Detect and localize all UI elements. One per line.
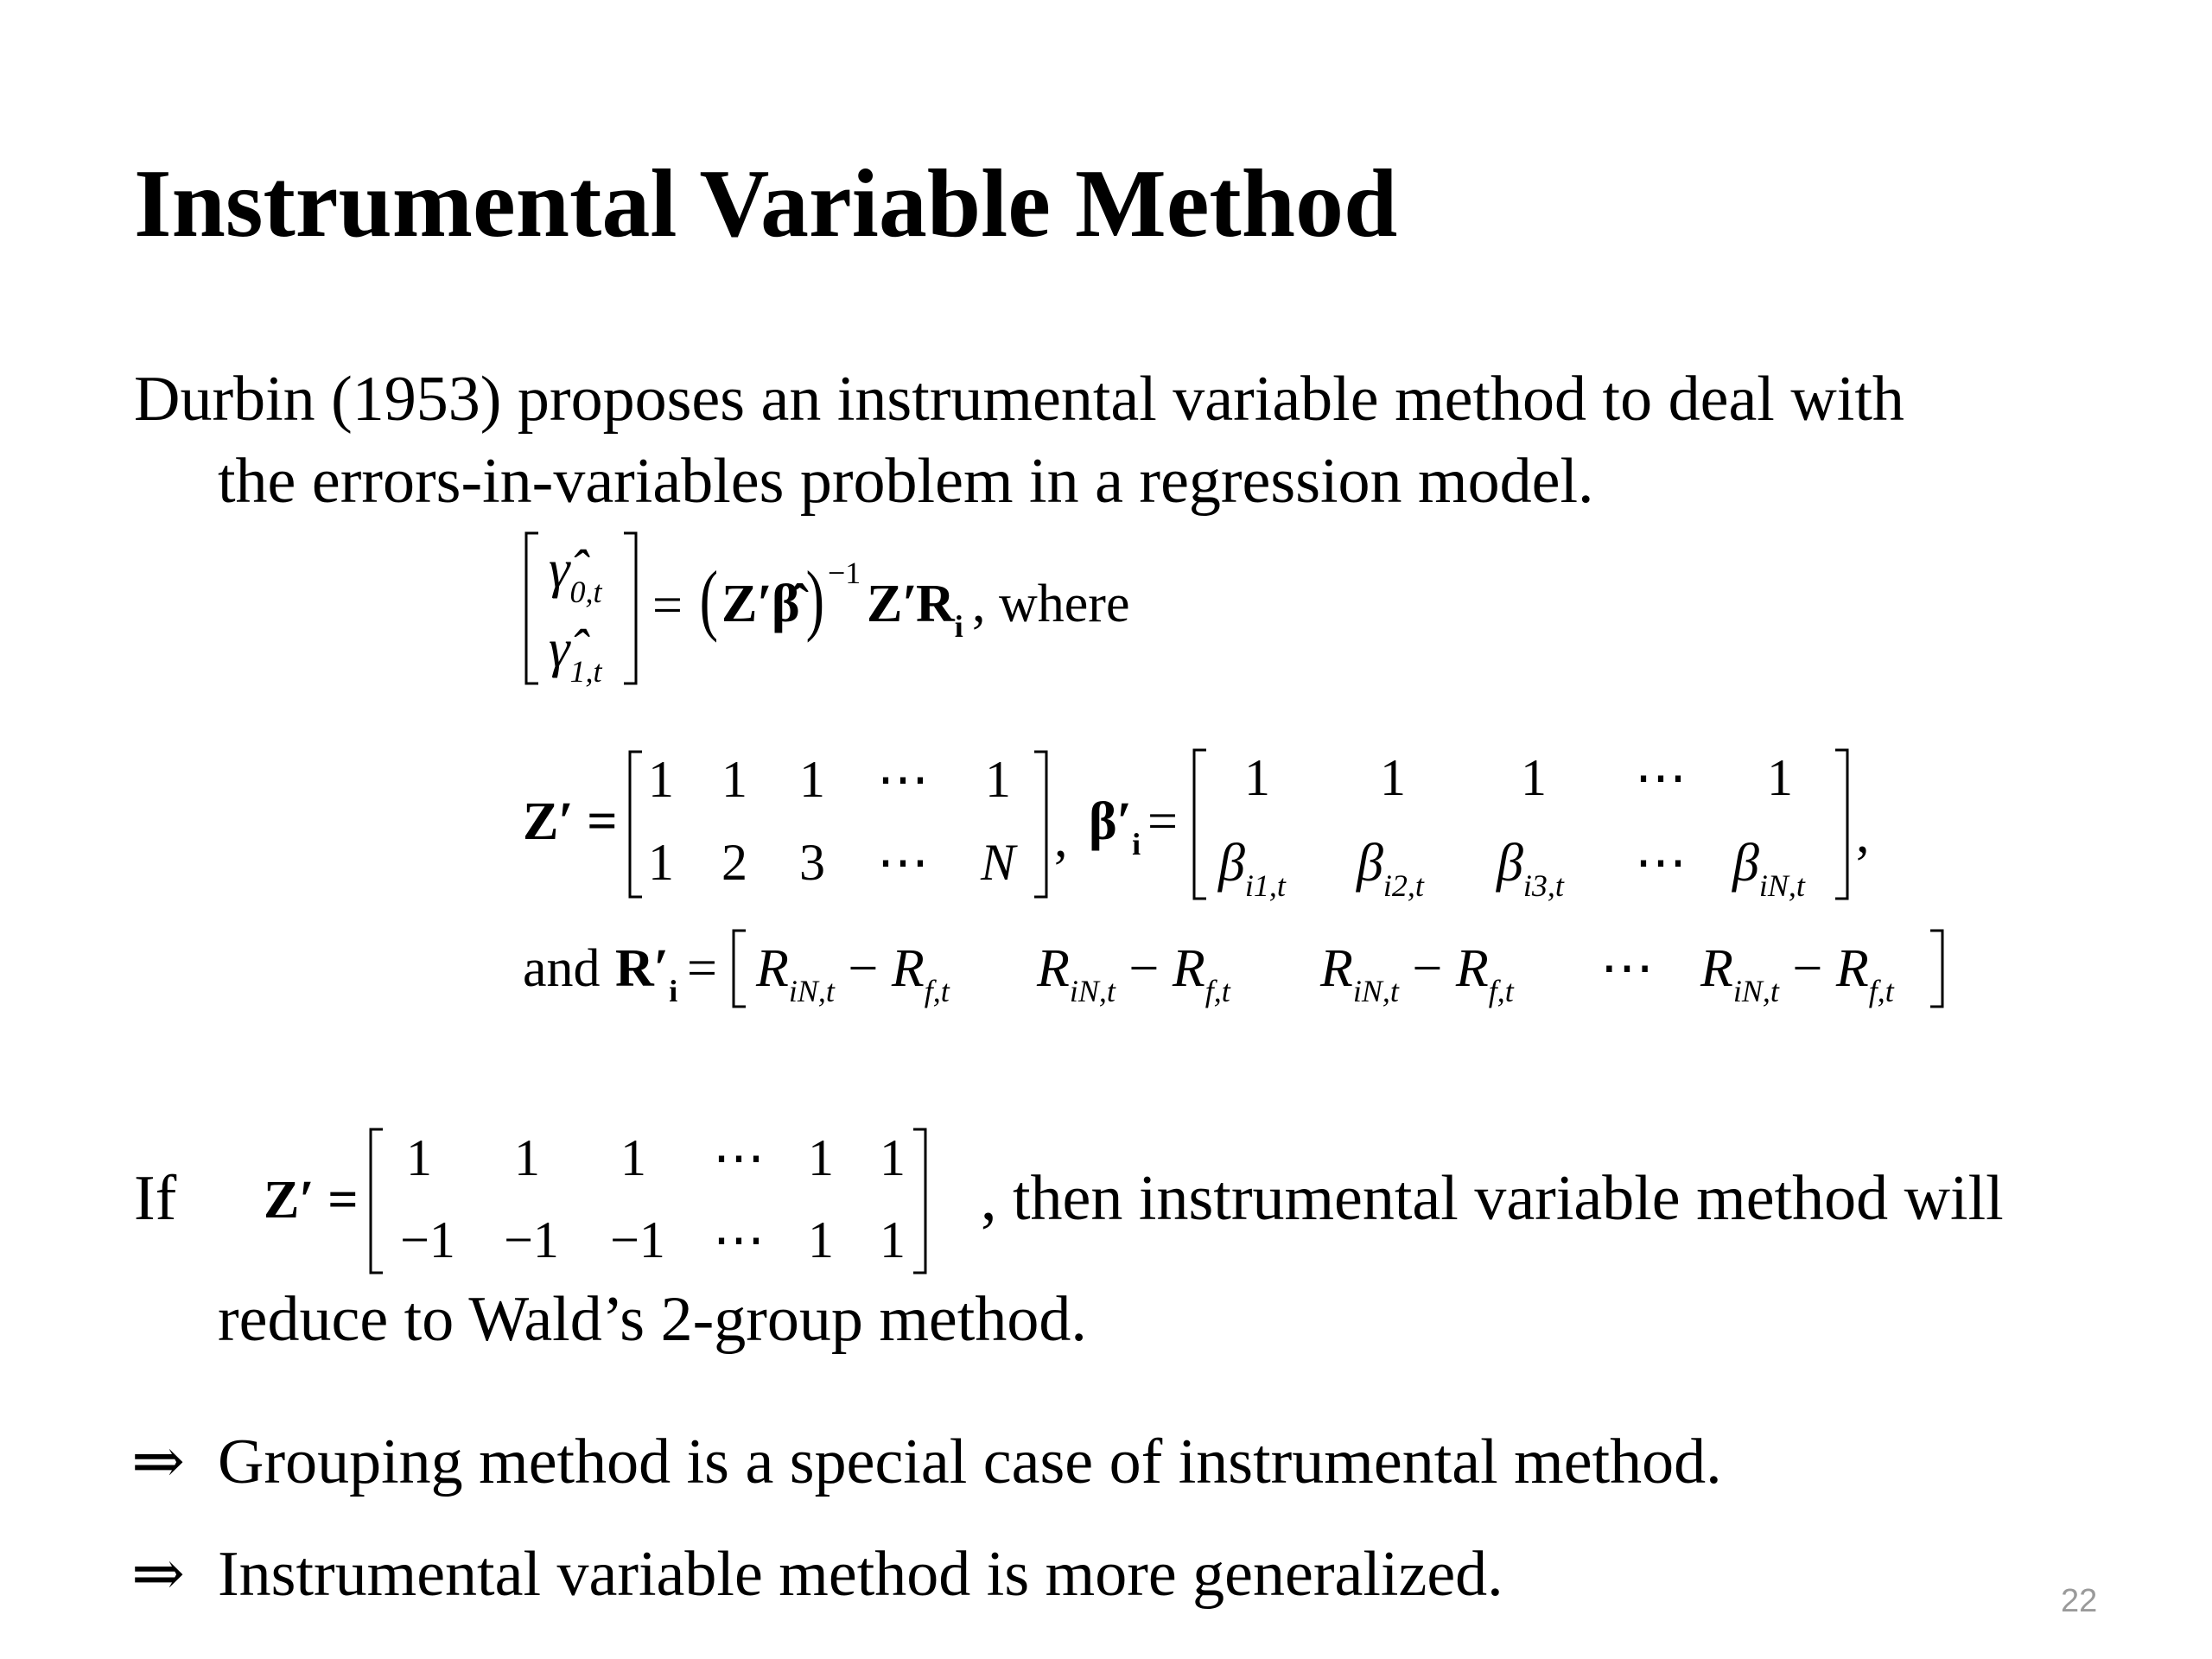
z-matrix-2-lhs: Z′ = — [264, 1171, 359, 1230]
slide-title: Instrumental Variable Method — [134, 150, 1398, 257]
beta-matrix-cell — [1732, 836, 1805, 901]
r-vector-right-bracket — [1929, 929, 1946, 1008]
r-lhs-subscript: i — [669, 974, 678, 1008]
beta-subscript: i2,t — [1382, 868, 1424, 903]
intro-line-1: Durbin (1953) proposes an instrumental variable method to deal with — [134, 364, 1904, 435]
implies-arrow-icon: ⇒ — [131, 1539, 186, 1610]
r-symbol: R — [756, 939, 789, 998]
z-matrix-cell: 1 — [648, 751, 674, 808]
eq1-beta-hat: β̂ — [772, 575, 800, 633]
r-subscript-riskfree: f,t — [924, 974, 950, 1008]
eq1-z-prime: Z′ — [721, 575, 772, 633]
z-matrix-2-right-bracket — [912, 1128, 929, 1274]
z-matrix-2-cell: 1 — [880, 1129, 906, 1186]
z-matrix-cell: 3 — [799, 834, 825, 891]
r-vector-term — [1037, 939, 1230, 1008]
z-matrix-2-cell: 1 — [808, 1211, 834, 1268]
r-subscript-asset: iN,t — [1352, 974, 1399, 1008]
r-vector-term — [1700, 939, 1894, 1008]
r-subscript-riskfree: f,t — [1205, 974, 1230, 1008]
z-matrix-2-cell: 1 — [808, 1129, 834, 1186]
gamma-1-subscript: 1,t — [569, 654, 602, 689]
r-symbol: R — [1700, 939, 1733, 998]
gamma-1-t — [549, 622, 601, 687]
z-matrix-right-bracket — [1033, 750, 1050, 899]
eq1-close-paren: ) — [805, 555, 825, 643]
z-matrix-2-cell: 1 — [514, 1129, 540, 1186]
gamma-0-subscript: 0,t — [569, 575, 602, 609]
z-matrix-2-cell: ⋯ — [713, 1129, 765, 1186]
z-matrix-lhs: Z′ = — [523, 792, 618, 851]
eq1-r: R — [916, 575, 955, 633]
beta-matrix-left-bracket — [1191, 748, 1208, 900]
minus-sign: − — [1412, 939, 1443, 998]
beta-matrix-cell — [1357, 836, 1424, 901]
beta-matrix-cell: 1 — [1767, 749, 1793, 806]
r-subscript-asset: iN,t — [1732, 974, 1779, 1008]
gamma-vector-right-bracket — [622, 531, 639, 685]
r-vector-dots: ⋯ — [1600, 939, 1654, 998]
then-text: , then instrumental variable method will — [981, 1163, 2004, 1234]
beta-subscript: i1,t — [1244, 868, 1286, 903]
gamma-symbol: γ̂ — [549, 540, 570, 599]
implies-arrow-icon: ⇒ — [131, 1427, 186, 1497]
eq1-r-subscript: i — [954, 609, 963, 644]
beta-prime: β′ — [1089, 792, 1133, 851]
z-matrix-cell: 1 — [799, 751, 825, 808]
r-vector-and: and — [523, 939, 601, 998]
z-matrix-2-cell: −1 — [610, 1211, 665, 1268]
z-matrix-cell: 2 — [721, 834, 747, 891]
eq1-r-i — [916, 577, 963, 642]
r-vector-equals: = — [687, 939, 717, 998]
z-matrix-2-cell: 1 — [880, 1211, 906, 1268]
beta-matrix-equals: = — [1147, 792, 1178, 851]
beta-matrix-lhs — [1089, 792, 1141, 861]
eq1-inverse-exponent: −1 — [828, 556, 861, 590]
beta-matrix-cell: 1 — [1521, 749, 1547, 806]
r-prime: R′ — [615, 939, 670, 998]
z-matrix-cell: 1 — [721, 751, 747, 808]
z-matrix-2-cell: 1 — [406, 1129, 432, 1186]
z-matrix-2-left-bracket — [367, 1128, 385, 1274]
beta-matrix-cell: ⋯ — [1635, 834, 1687, 891]
beta-lhs-subscript: i — [1132, 827, 1141, 861]
beta-matrix-cell: ⋯ — [1635, 749, 1687, 806]
conclusion-1: Grouping method is a special case of instrumental method. — [218, 1427, 1722, 1497]
z-matrix-2-cell: ⋯ — [713, 1211, 765, 1268]
r-subscript-asset: iN,t — [788, 974, 835, 1008]
eq1-z-prime-2: Z′ — [867, 575, 918, 633]
r-vector-left-bracket — [730, 929, 747, 1008]
z-matrix-cell: N — [980, 834, 1016, 891]
beta-symbol: β — [1732, 834, 1759, 893]
gamma-vector-left-bracket — [523, 531, 540, 685]
z-matrix-comma: , — [1054, 810, 1068, 868]
conclusion-2: Instrumental variable method is more generalized. — [218, 1539, 1503, 1610]
z-matrix-cell: ⋯ — [877, 834, 929, 891]
r-vector-term — [1320, 939, 1514, 1008]
r-symbol: R — [1320, 939, 1353, 998]
beta-subscript: i3,t — [1522, 868, 1564, 903]
z-matrix-2-cell: −1 — [504, 1211, 559, 1268]
r-symbol: R — [1172, 939, 1205, 998]
z-matrix-2-cell: −1 — [400, 1211, 455, 1268]
r-vector-term — [756, 939, 950, 1008]
eq1-where: , where — [972, 575, 1130, 633]
beta-matrix-cell: 1 — [1244, 749, 1270, 806]
r-vector-lhs — [615, 939, 678, 1008]
r-subscript-asset: iN,t — [1069, 974, 1116, 1008]
beta-subscript: iN,t — [1758, 868, 1805, 903]
beta-matrix-cell: 1 — [1380, 749, 1406, 806]
minus-sign: − — [1792, 939, 1823, 998]
r-symbol: R — [1835, 939, 1869, 998]
page-number: 22 — [2061, 1583, 2098, 1619]
beta-matrix-right-bracket — [1834, 748, 1851, 900]
r-subscript-riskfree: f,t — [1868, 974, 1894, 1008]
beta-matrix-comma: , — [1856, 805, 1870, 864]
z-matrix-2-cell: 1 — [620, 1129, 646, 1186]
gamma-symbol: γ̂ — [549, 620, 570, 678]
gamma-0-t — [549, 540, 602, 609]
z-matrix-cell: 1 — [648, 834, 674, 891]
eq1-equals: = — [652, 576, 683, 635]
minus-sign: − — [1128, 939, 1160, 998]
beta-matrix-cell — [1218, 836, 1286, 901]
reduce-text: reduce to Wald’s 2-group method. — [218, 1284, 1087, 1355]
beta-matrix-cell — [1497, 836, 1564, 901]
if-word: If — [134, 1163, 177, 1234]
r-symbol: R — [1455, 939, 1489, 998]
r-subscript-riskfree: f,t — [1488, 974, 1514, 1008]
z-matrix-cell: ⋯ — [877, 751, 929, 808]
intro-line-2: the errors-in-variables problem in a regression model. — [218, 446, 1594, 517]
z-matrix-cell: 1 — [985, 751, 1011, 808]
r-symbol: R — [1037, 939, 1070, 998]
beta-symbol: β — [1497, 834, 1523, 893]
r-symbol: R — [891, 939, 925, 998]
minus-sign: − — [848, 939, 879, 998]
beta-symbol: β — [1218, 834, 1245, 893]
beta-symbol: β — [1357, 834, 1383, 893]
eq1-open-paren: ( — [699, 555, 719, 643]
